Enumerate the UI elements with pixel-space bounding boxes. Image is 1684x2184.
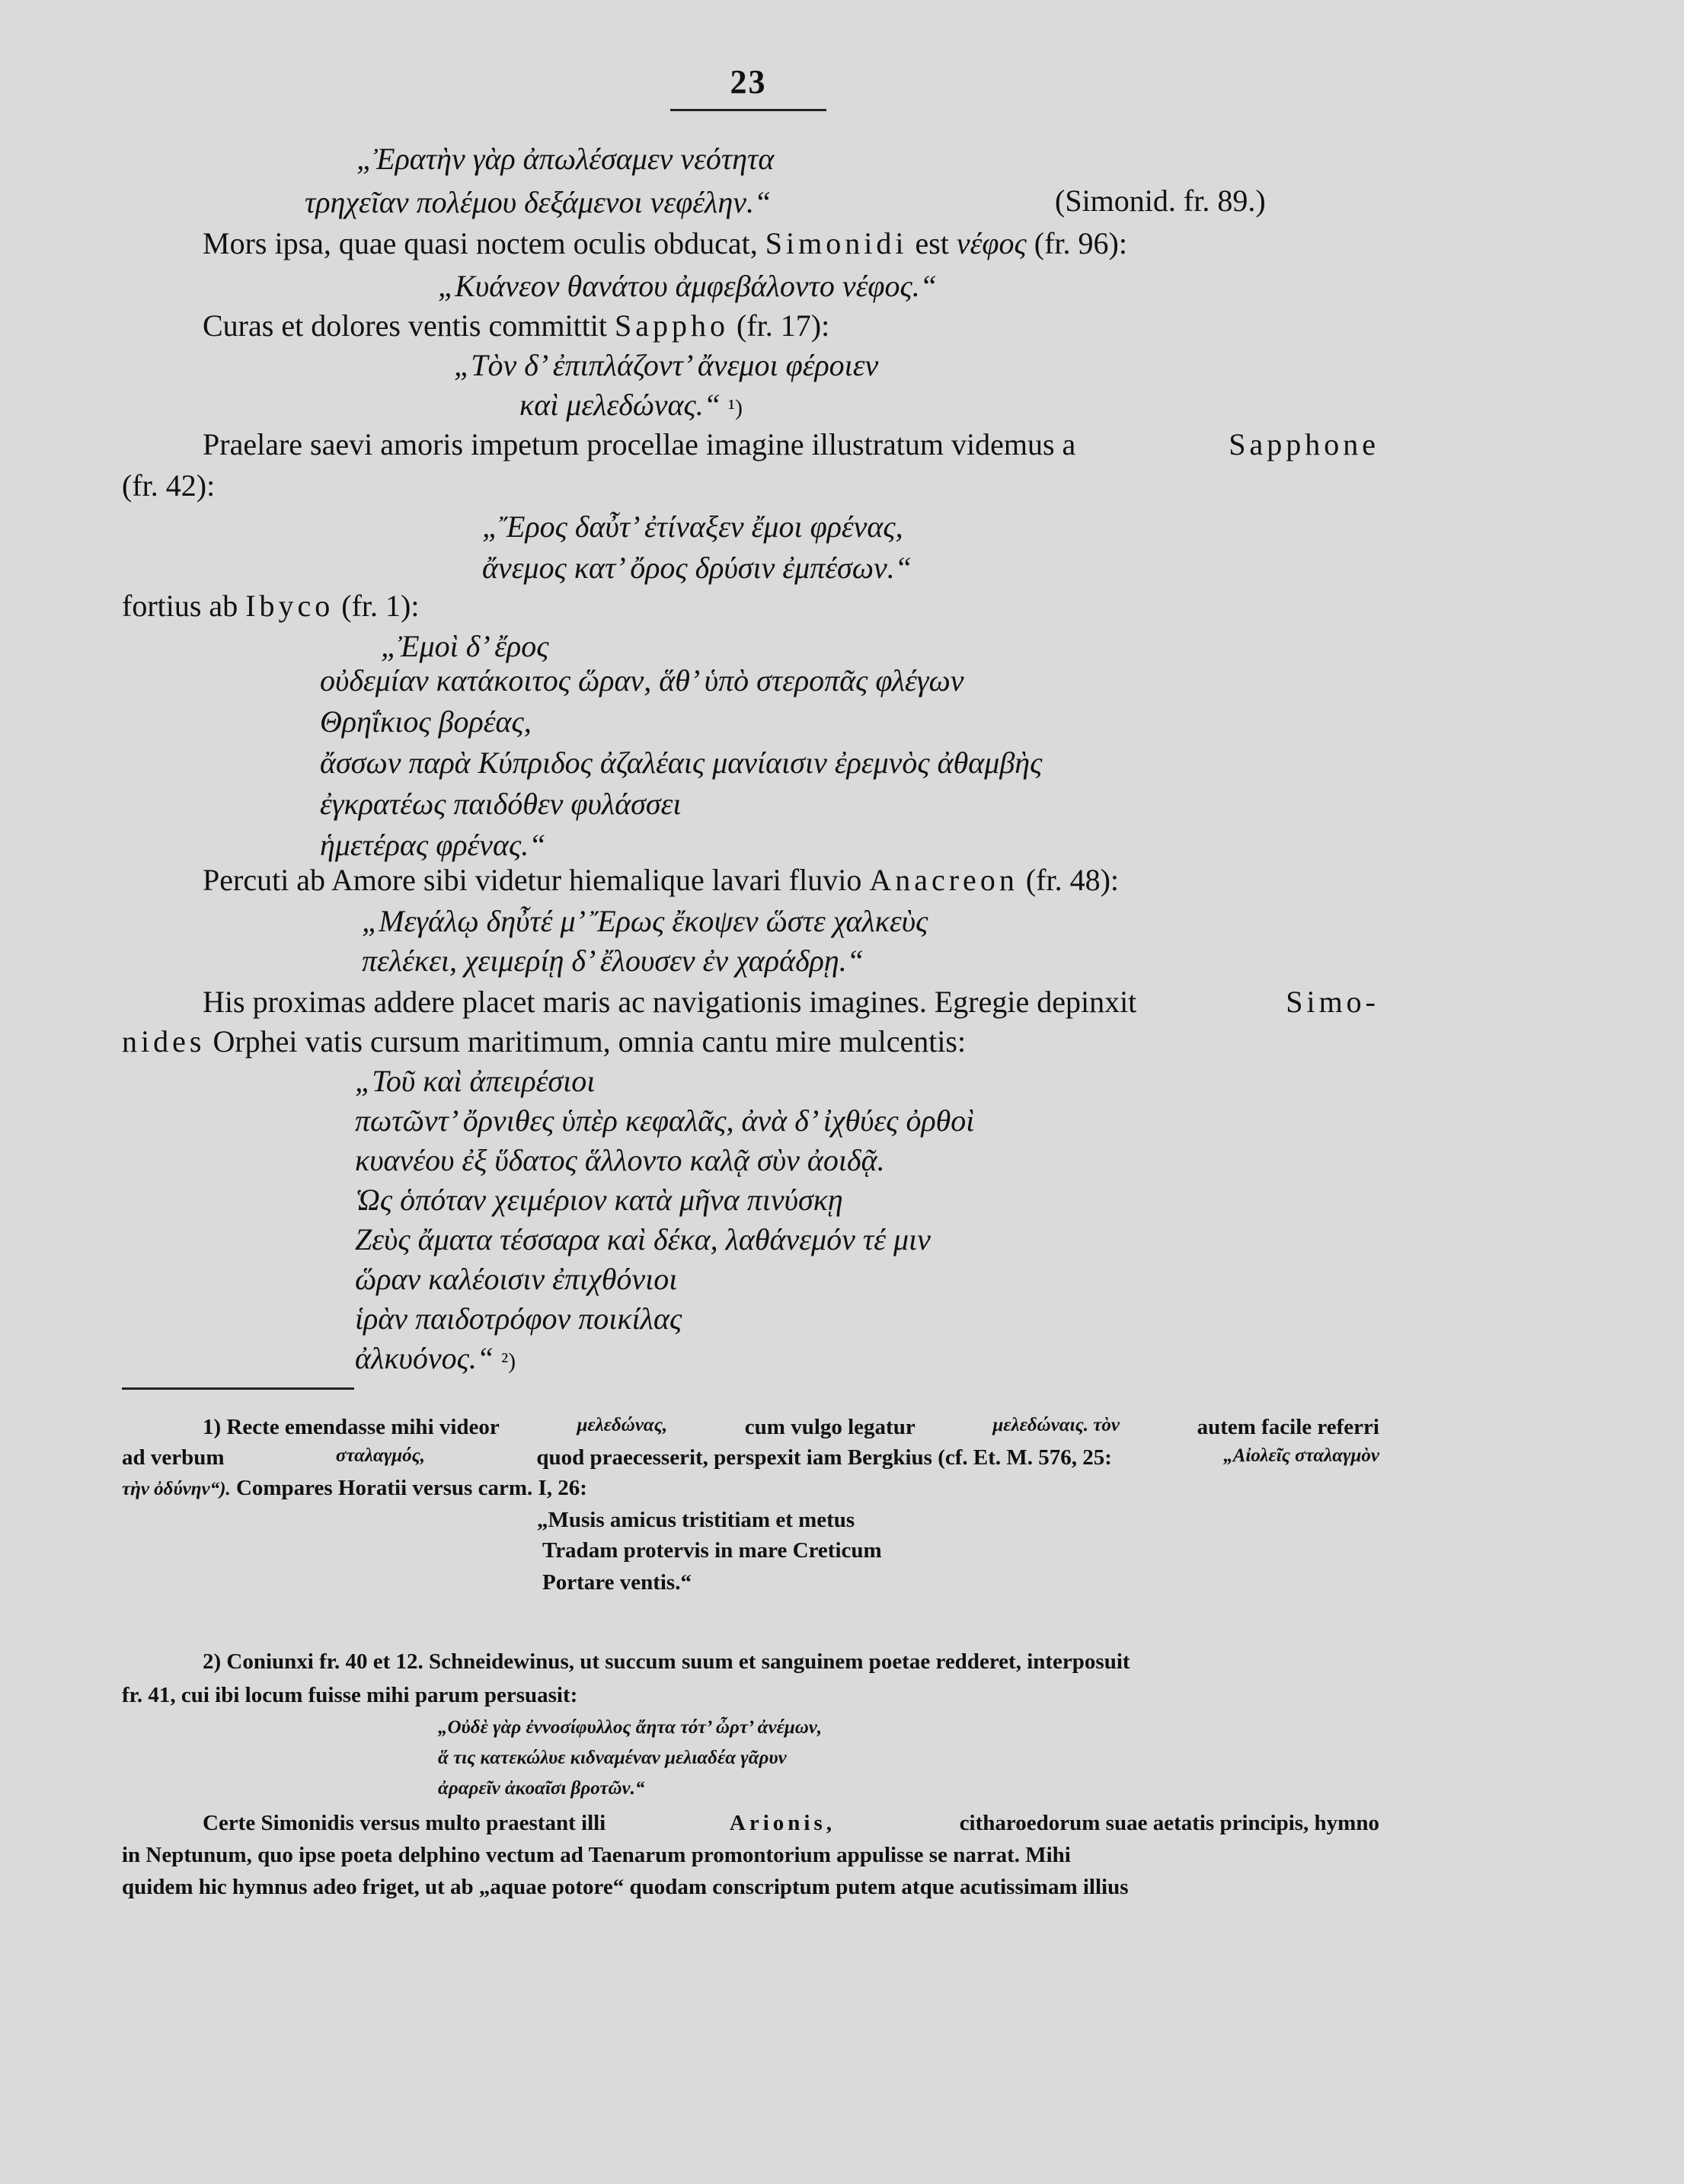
greek-verse: „Τοῦ καὶ ἀπειρέσιοι <box>355 1064 596 1098</box>
footnote-line <box>203 1649 1379 1675</box>
greek-verse: „Ἐμοὶ δ’ ἔρος <box>381 629 549 663</box>
text: Certe Simonidis versus multo praestant illi <box>203 1811 606 1835</box>
body-line <box>203 984 1379 1020</box>
text: Mors ipsa, quae quasi noctem oculis obducat, <box>203 226 758 260</box>
greek-verse: πωτῶντ’ ὄρνιθες ὑπὲρ κεφαλᾶς, ἀνὰ δ’ ἰχθύες ὀρθοὶ <box>355 1103 975 1138</box>
greek-verse: Ὡς ὁπόταν χειμέριον κατὰ μῆνα πινύσκῃ <box>355 1183 843 1217</box>
text: quod praecesserit, perspexit iam Bergkius (cf. Et. M. 576, 25: <box>536 1445 1112 1470</box>
text: Praelare saevi amoris impetum procellae imagine illustratum videmus a <box>203 427 1076 461</box>
footnote-line <box>122 1445 1379 1470</box>
footnote-line: fr. 41, cui ibi locum fuisse mihi parum persuasit: <box>122 1683 578 1707</box>
greek-text: ἀλκυόνος.“ <box>355 1341 494 1375</box>
greek-word: νέφος <box>956 226 1027 260</box>
greek-verse: Θρηΐκιος βορέας, <box>320 704 532 739</box>
text: est <box>915 226 949 260</box>
body-line: (fr. 42): <box>122 468 216 503</box>
text: (fr. 48): <box>1025 863 1119 897</box>
body-line <box>203 225 1127 261</box>
author-name: Sappho <box>615 308 730 343</box>
author-name: Ibyco <box>245 589 334 623</box>
footnote-line <box>203 1415 1379 1440</box>
greek-verse: τρηχεῖαν πολέμου δεξάμενοι νεφέλην.“ <box>305 185 772 219</box>
author-name: Sapphone <box>1229 427 1379 461</box>
page-number: 23 <box>730 63 767 101</box>
greek-verse: ὥραν καλέοισιν ἐπιχθόνιοι <box>355 1262 678 1296</box>
text: Curas et dolores ventis committit <box>203 308 608 343</box>
author-name: nides <box>122 1024 206 1058</box>
greek-verse: „Οὐδὲ γὰρ ἐννοσίφυλλος ἄητα τότ’ ὦρτ’ ἀνέμων, <box>438 1717 823 1738</box>
body-line <box>203 1811 1379 1836</box>
greek-word: μελεδώνας, <box>577 1415 668 1435</box>
greek-verse: ἄνεμος κατ’ ὄρος δρύσιν ἐμπέσων.“ <box>482 551 912 585</box>
greek-verse: ἡμετέρας φρένας.“ <box>320 828 546 862</box>
text: quidem hic hymnus adeo friget, ut ab „aquae potore“ quodam conscriptum putem atque acutissimam illius <box>122 1875 1129 1899</box>
author-name: Anacreon <box>869 863 1018 897</box>
text: His proximas addere placet maris ac navigationis imagines. Egregie depinxit <box>203 985 1137 1019</box>
greek-verse: κυανέου ἐξ ὕδατος ἅλλοντο καλᾷ σὺν ἀοιδᾷ. <box>355 1143 885 1177</box>
text: citharoedorum suae aetatis principis, hymno <box>959 1811 1379 1835</box>
greek-verse: ἐγκρατέως παιδόθεν φυλάσσει <box>320 787 682 821</box>
greek-verse: ἅ τις κατεκώλυε κιδναμέναν μελιαδέα γᾶρυν <box>438 1748 787 1768</box>
greek-verse: „Ἐρατὴν γὰρ ἀπωλέσαμεν νεότητα <box>356 142 775 176</box>
text: Orphei vatis cursum maritimum, omnia cantu mire mulcentis: <box>212 1024 967 1058</box>
text: 1) Recte emendasse mihi videor <box>203 1415 500 1439</box>
greek-verse <box>519 387 743 423</box>
page-number-rule <box>670 109 826 111</box>
text: fortius ab <box>122 589 238 623</box>
text: Percuti ab Amore sibi videtur hiemalique lavari fluvio <box>203 863 862 897</box>
footnote-ref: ²) <box>501 1349 516 1374</box>
greek-word: τὴν ὀδύνην“). <box>122 1479 231 1499</box>
greek-verse: ἄσσων παρὰ Κύπριδος ἀζαλέαις μανίαισιν ἐρεμνὸς ἀθαμβὴς <box>320 746 1043 780</box>
body-line <box>203 426 1379 462</box>
horace-quote: Portare ventis.“ <box>542 1570 692 1595</box>
body-line <box>122 1875 1379 1900</box>
horace-quote: Tradam protervis in mare Creticum <box>542 1538 882 1563</box>
text: in Neptunum, quo ipse poeta delphino vectum ad Taenarum promontorium appulisse se narrat. Mihi <box>122 1843 1071 1867</box>
greek-verse: „Ἔρος δαὖτ’ ἐτίναξεν ἔμοι φρένας, <box>482 509 903 544</box>
footnote-ref: ¹) <box>727 395 743 420</box>
citation: (Simonid. fr. 89.) <box>1055 184 1266 218</box>
text: cum vulgo legatur <box>744 1415 915 1439</box>
body-line <box>122 1843 1379 1868</box>
greek-verse: „Μεγάλῳ δηὖτέ μ’ Ἔρως ἔκοψεν ὥστε χαλκεὺς <box>362 904 928 938</box>
greek-verse: „Τὸν δ’ ἐπιπλάζοντ’ ἄνεμοι φέροιεν <box>454 348 879 382</box>
greek-verse: οὐδεμίαν κατάκοιτος ὥραν, ἅθ’ ὑπὸ στεροπᾶς φλέγων <box>320 663 964 698</box>
author-name: Simonidi <box>765 226 908 260</box>
horace-quote: „Musis amicus tristitiam et metus <box>537 1508 855 1532</box>
body-line <box>203 308 829 343</box>
body-line <box>203 862 1119 898</box>
greek-word: μελεδώναις. τὸν <box>992 1415 1120 1435</box>
greek-verse: πελέκει, χειμερίῃ δ’ ἔλουσεν ἐν χαράδρῃ.“ <box>362 944 864 978</box>
body-line <box>122 1023 966 1059</box>
greek-text: καὶ μελεδώνας.“ <box>519 388 721 422</box>
author-name: Arionis, <box>729 1811 836 1835</box>
greek-verse: ἱρὰν παιδοτρόφον ποικίλας <box>355 1301 682 1336</box>
text: Compares Horatii versus carm. I, 26: <box>235 1476 587 1500</box>
greek-verse <box>355 1340 516 1376</box>
text: 2) Coniunxi fr. 40 et 12. Schneidewinus, ut succum suum et sanguinem poetae redderet, interposuit <box>203 1649 1130 1674</box>
text: autem facile referri <box>1197 1415 1379 1439</box>
text: ad verbum <box>122 1445 225 1470</box>
footnote-separator <box>122 1387 354 1390</box>
greek-word: σταλαγμός, <box>335 1445 426 1466</box>
greek-verse: „Κυάνεον θανάτου ἀμφεβάλοντο νέφος.“ <box>438 269 938 303</box>
text: (fr. 17): <box>737 308 830 343</box>
text: (fr. 96): <box>1034 226 1127 260</box>
greek-verse: ἀραρεῖν ἀκοαῖσι βροτῶν.“ <box>438 1778 645 1799</box>
greek-verse: Ζεὺς ἄματα τέσσαρα καὶ δέκα, λαθάνεμόν τέ μιν <box>355 1222 931 1256</box>
author-name: Simo- <box>1286 985 1379 1019</box>
greek-word: „Αἰολεῖς σταλαγμὸν <box>1223 1445 1379 1466</box>
footnote-line <box>122 1476 587 1501</box>
text: (fr. 1): <box>341 589 420 623</box>
body-line <box>122 588 419 624</box>
